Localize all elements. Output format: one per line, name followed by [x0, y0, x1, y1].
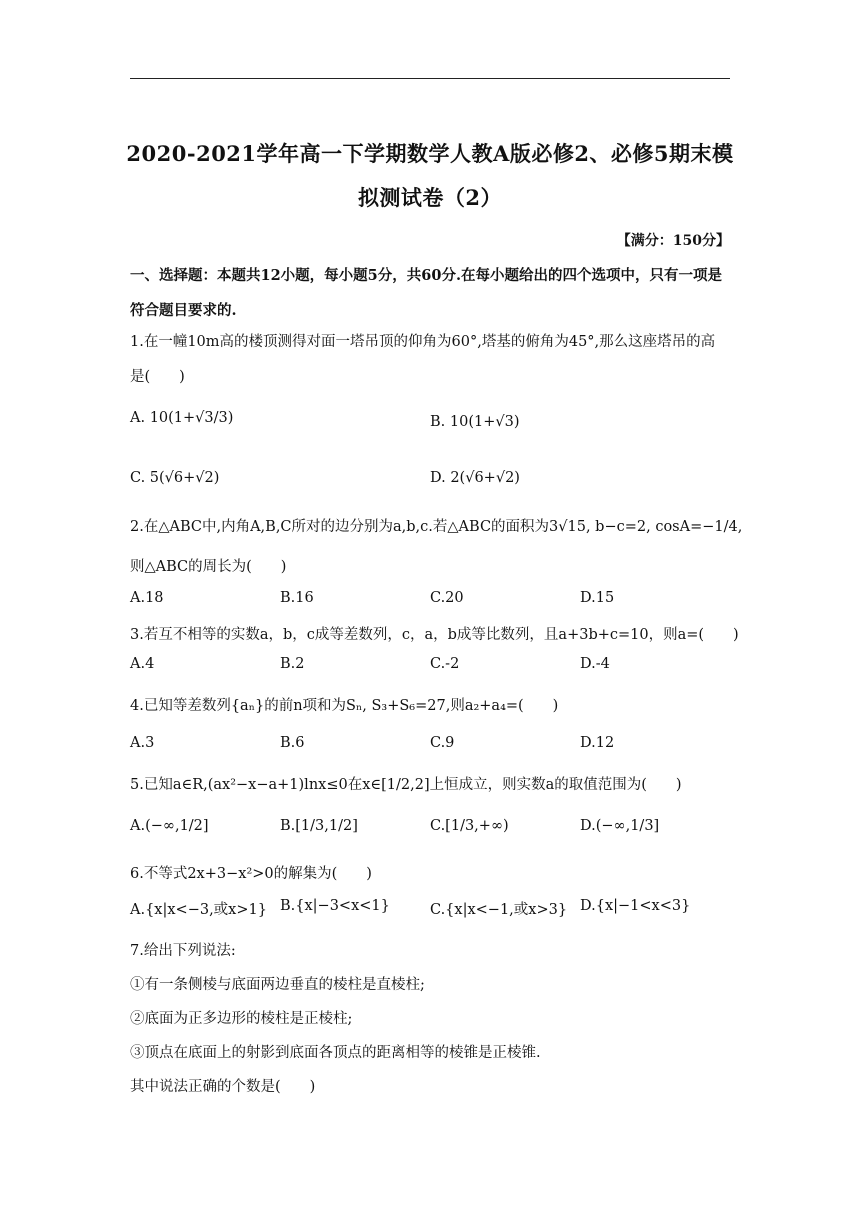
q3-option-b: B.2 — [280, 656, 305, 672]
q2-option-d: D.15 — [580, 590, 615, 606]
q5-option-c: C.[1/3,+∞) — [430, 818, 509, 834]
q1-option-c: C. 5(√6+√2) — [130, 470, 220, 486]
q5-option-a: A.(−∞,1/2] — [130, 818, 209, 834]
q6-stem: 6.不等式2x+3−x²>0的解集为( ) — [130, 866, 372, 882]
paper-title-line2: 拟测试卷（2） — [357, 185, 503, 210]
q2-option-a: A.18 — [130, 590, 164, 606]
q3-option-c: C.-2 — [430, 656, 460, 672]
q7-stem: 7.给出下列说法: — [130, 943, 236, 959]
q3-stem: 3.若互不相等的实数a，b，c成等差数列，c，a，b成等比数列，且a+3b+c=10，则a=( ) — [130, 627, 739, 643]
q1-stem-line2: 是( ) — [130, 369, 185, 385]
q2-option-c: C.20 — [430, 590, 464, 606]
q5-stem: 5.已知a∈R,(ax²−x−a+1)lnx≤0在x∈[1/2,2]上恒成立，则实数a的取值范围为( ) — [130, 777, 682, 793]
q4-option-d: D.12 — [580, 735, 615, 751]
paper-title-line1: 2020-2021学年高一下学期数学人教A版必修2、必修5期末模 — [126, 141, 734, 166]
q4-option-b: B.6 — [280, 735, 305, 751]
q4-option-a: A.3 — [130, 735, 155, 751]
q3-option-a: A.4 — [130, 656, 155, 672]
q1-option-b: B. 10(1+√3) — [430, 414, 520, 430]
q7-statement-2: ②底面为正多边形的棱柱是正棱柱; — [130, 1011, 353, 1027]
q7-statement-3: ③顶点在底面上的射影到底面各顶点的距离相等的棱锥是正棱锥. — [130, 1045, 541, 1061]
q6-option-b: B.{x|−3<x<1} — [280, 898, 390, 914]
q7-statement-1: ①有一条侧棱与底面两边垂直的棱柱是直棱柱; — [130, 977, 425, 993]
header-rule — [130, 78, 730, 79]
q6-option-c: C.{x|x<−1,或x>3} — [430, 902, 568, 918]
section-heading: 一、选择题：本题共12小题，每小题5分，共60分.在每小题给出的四个选项中，只有一项是符合题目要求的. — [130, 267, 722, 319]
q1-stem-line1: 1.在一幢10m高的楼顶测得对面一塔吊顶的仰角为60°,塔基的俯角为45°,那么这座塔吊的高 — [130, 334, 716, 350]
q1-option-d: D. 2(√6+√2) — [430, 470, 520, 486]
q5-option-b: B.[1/3,1/2] — [280, 818, 358, 834]
full-score: 【满分：150分】 — [616, 233, 730, 249]
q2-stem-line2: 则△ABC的周长为( ) — [130, 559, 287, 575]
q1-option-a: A. 10(1+√3/3) — [130, 410, 234, 426]
q6-option-d: D.{x|−1<x<3} — [580, 898, 691, 914]
q5-option-d: D.(−∞,1/3] — [580, 818, 660, 834]
q4-stem: 4.已知等差数列{aₙ}的前n项和为Sₙ, S₃+S₆=27,则a₂+a₄=( ) — [130, 698, 559, 714]
q2-stem-line1: 2.在△ABC中,内角A,B,C所对的边分别为a,b,c.若△ABC的面积为3√15, b−c=2, cosA=−1/4, — [130, 519, 743, 535]
q4-option-c: C.9 — [430, 735, 455, 751]
q2-option-b: B.16 — [280, 590, 314, 606]
q7-tail: 其中说法正确的个数是( ) — [130, 1079, 316, 1095]
q3-option-d: D.-4 — [580, 656, 610, 672]
q6-option-a: A.{x|x<−3,或x>1} — [130, 902, 267, 918]
